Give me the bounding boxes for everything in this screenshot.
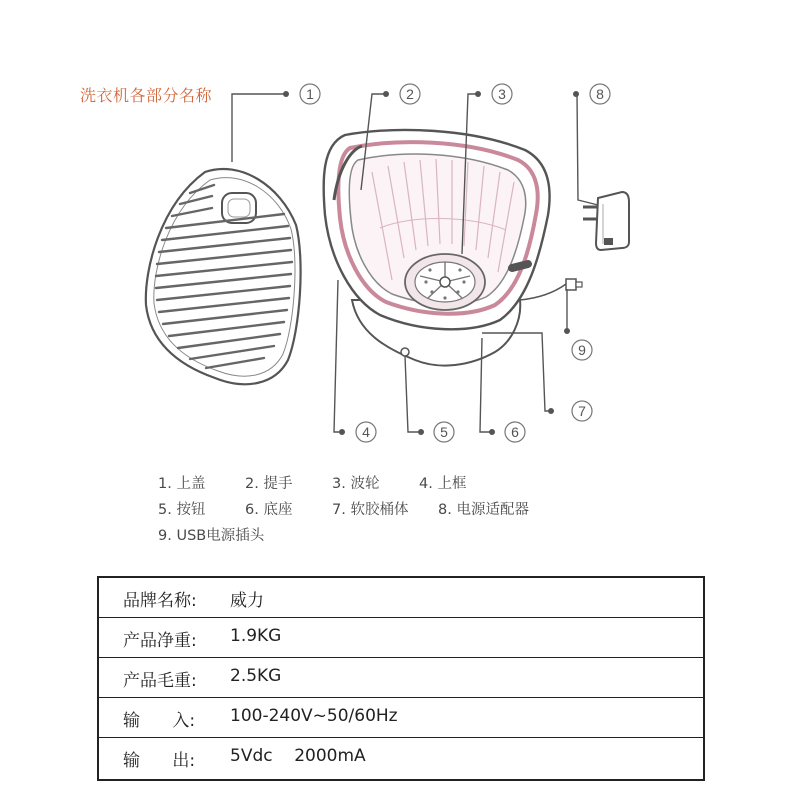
callout-2-label: 2 bbox=[406, 86, 414, 102]
callout-3-label: 3 bbox=[498, 86, 506, 102]
callout-1 bbox=[300, 84, 320, 104]
spec-label: 产品净重: bbox=[123, 631, 197, 651]
legend-label: USB电源插头 bbox=[176, 528, 265, 544]
spec-row-output bbox=[99, 738, 703, 778]
legend-item-5 bbox=[158, 498, 205, 519]
legend-num: 5. bbox=[158, 502, 172, 518]
legend-label: 电源适配器 bbox=[456, 502, 529, 518]
legend-num: 6. bbox=[245, 502, 259, 518]
spec-row-input bbox=[99, 698, 703, 738]
spec-row-net-weight bbox=[99, 618, 703, 658]
callout-5-label: 5 bbox=[440, 424, 448, 440]
spec-table bbox=[97, 576, 705, 781]
adapter-illustration bbox=[583, 192, 629, 250]
legend-num: 2. bbox=[245, 476, 259, 492]
legend-num: 1. bbox=[158, 476, 172, 492]
legend-num: 9. bbox=[158, 528, 172, 544]
callout-9 bbox=[572, 340, 592, 360]
legend-num: 3. bbox=[332, 476, 346, 492]
callout-9-label: 9 bbox=[578, 342, 586, 358]
lid-illustration bbox=[146, 169, 301, 384]
callout-6 bbox=[505, 422, 525, 442]
legend-item-9 bbox=[158, 524, 264, 545]
legend-item-2 bbox=[245, 472, 292, 493]
diagram-title: 洗衣机各部分名称 bbox=[80, 86, 213, 105]
legend-num: 7. bbox=[332, 502, 346, 518]
legend-item-1 bbox=[158, 472, 205, 493]
callout-4-label: 4 bbox=[362, 424, 370, 440]
spec-value: 1.9KG bbox=[230, 626, 282, 646]
legend-num: 8. bbox=[438, 502, 452, 518]
callout-7 bbox=[572, 401, 592, 421]
legend-label: 上盖 bbox=[176, 476, 206, 492]
callout-3 bbox=[492, 84, 512, 104]
legend-label: 上框 bbox=[437, 476, 467, 492]
spec-label: 产品毛重: bbox=[123, 671, 197, 691]
legend-label: 提手 bbox=[263, 476, 293, 492]
legend-item-4 bbox=[419, 472, 466, 493]
legend-item-8 bbox=[438, 498, 529, 519]
callout-8 bbox=[590, 84, 610, 104]
spec-row-gross-weight bbox=[99, 658, 703, 698]
legend-item-6 bbox=[245, 498, 292, 519]
callout-1-label: 1 bbox=[306, 86, 314, 102]
legend-label: 底座 bbox=[263, 502, 293, 518]
spec-value: 100-240V~50/60Hz bbox=[230, 706, 398, 726]
spec-value: 5Vdc 2000mA bbox=[230, 746, 366, 766]
legend-label: 按钮 bbox=[176, 502, 206, 518]
legend-num: 4. bbox=[419, 476, 433, 492]
callout-5 bbox=[434, 422, 454, 442]
callout-7-label: 7 bbox=[578, 403, 586, 419]
callout-8-label: 8 bbox=[596, 86, 604, 102]
spec-label: 输 出: bbox=[123, 751, 196, 771]
spec-label: 输 入: bbox=[123, 711, 196, 731]
callout-2 bbox=[400, 84, 420, 104]
legend-item-7 bbox=[332, 498, 408, 519]
spec-row-brand bbox=[99, 578, 703, 618]
legend-label: 软胶桶体 bbox=[350, 502, 409, 518]
callout-6-label: 6 bbox=[511, 424, 519, 440]
spec-value: 2.5KG bbox=[230, 666, 282, 686]
spec-value: 威力 bbox=[230, 591, 264, 611]
legend-label: 波轮 bbox=[350, 476, 380, 492]
legend-item-3 bbox=[332, 472, 379, 493]
spec-label: 品牌名称: bbox=[123, 591, 197, 611]
callout-4 bbox=[356, 422, 376, 442]
washer-illustration bbox=[324, 130, 582, 366]
